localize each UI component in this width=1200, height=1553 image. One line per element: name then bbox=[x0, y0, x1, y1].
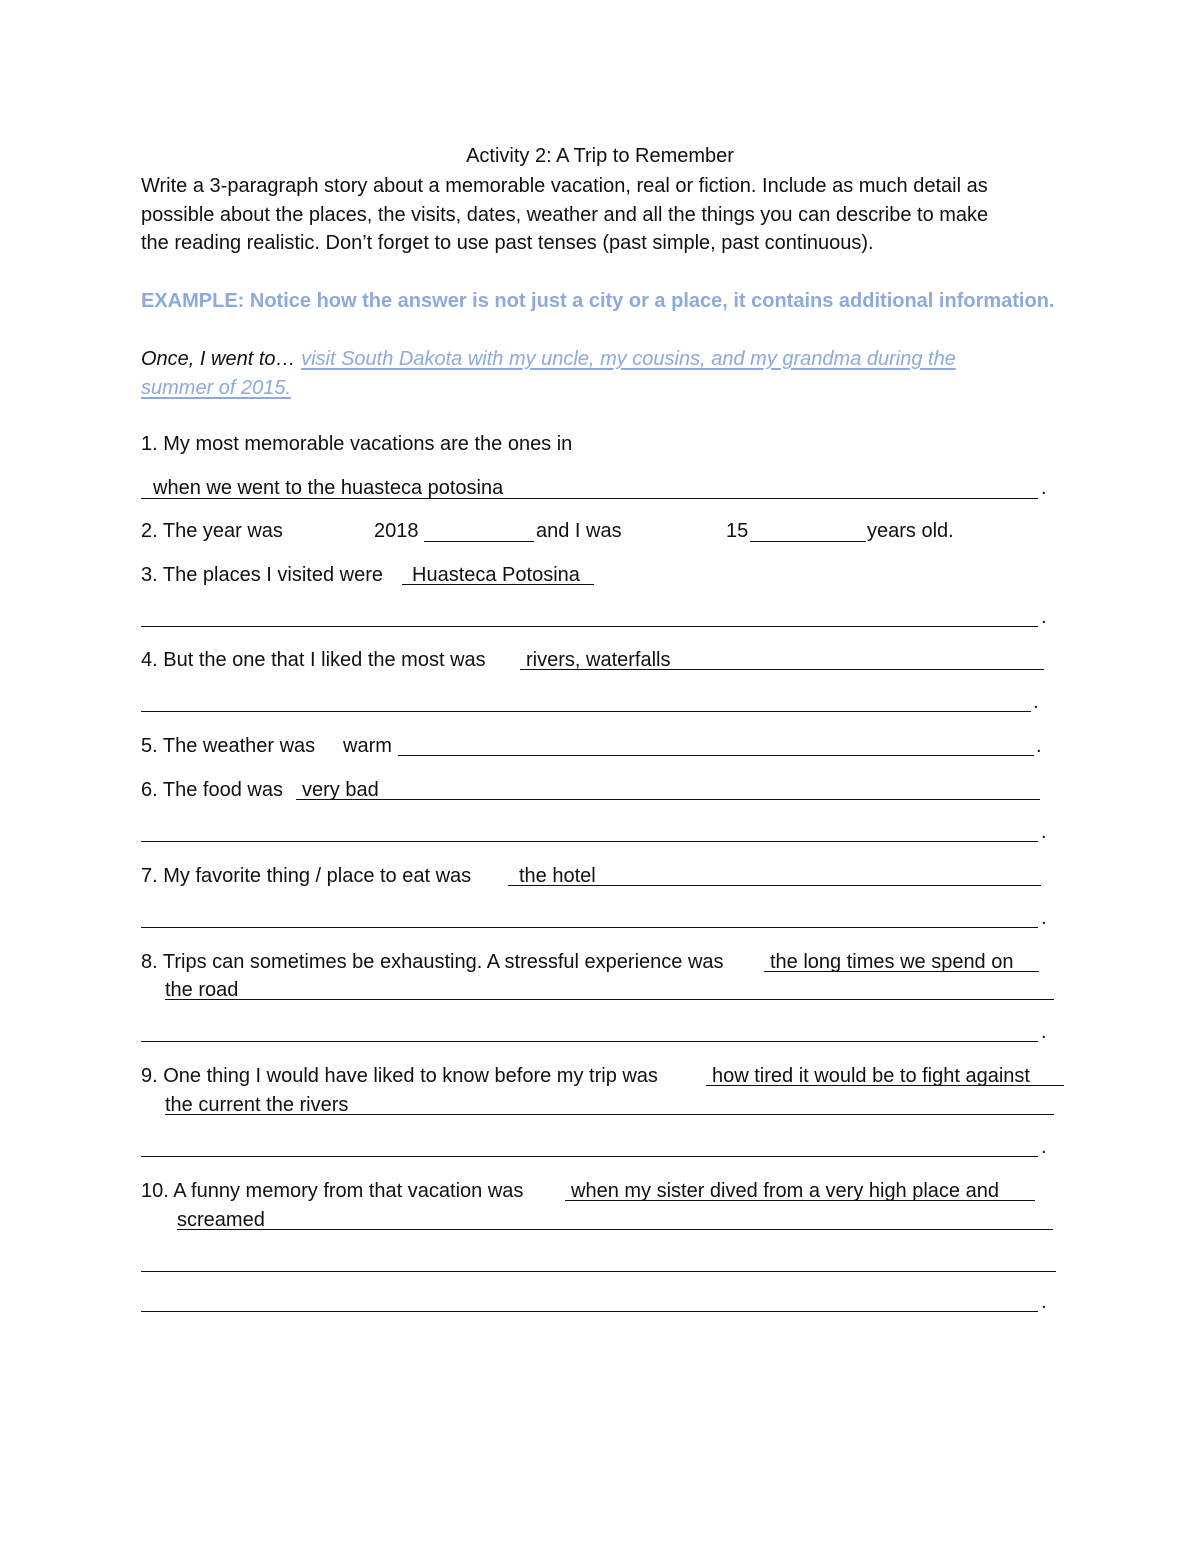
q3-answer-line bbox=[402, 584, 594, 585]
q6-period: . bbox=[1041, 821, 1047, 843]
q5-answer[interactable]: warm bbox=[343, 735, 392, 757]
q3-prompt: 3. The places I visited were bbox=[141, 564, 383, 586]
q4-period: . bbox=[1033, 691, 1039, 713]
q8-answer-line-1[interactable]: the long times we spend on bbox=[770, 951, 1014, 973]
q9-prompt: 9. One thing I would have liked to know before my trip was bbox=[141, 1065, 658, 1087]
example-answer-line-2: summer of 2015. bbox=[141, 377, 292, 399]
example-sentence bbox=[141, 347, 956, 371]
q7-answer-line bbox=[508, 885, 1041, 886]
q1-period: . bbox=[1041, 477, 1047, 499]
q2-year-answer[interactable]: 2018 bbox=[374, 520, 419, 542]
q3-period: . bbox=[1041, 606, 1047, 628]
q10-answer-line-2[interactable]: screamed bbox=[177, 1209, 265, 1231]
q3-answer[interactable]: Huasteca Potosina bbox=[412, 564, 580, 586]
q10-answer-underline-2 bbox=[177, 1229, 1053, 1230]
q2-prompt: 2. The year was bbox=[141, 520, 283, 542]
q9-answer-underline-1 bbox=[706, 1085, 1064, 1086]
q2-end-text: years old. bbox=[867, 520, 954, 542]
q5-answer-line bbox=[398, 755, 1034, 756]
q4-answer[interactable]: rivers, waterfalls bbox=[526, 649, 671, 671]
q3-extra-line bbox=[141, 626, 1038, 627]
q5-prompt: 5. The weather was bbox=[141, 735, 316, 757]
q4-answer-line bbox=[520, 669, 1044, 670]
q2-year-line bbox=[424, 541, 534, 542]
q9-extra-line bbox=[141, 1156, 1038, 1157]
q7-answer[interactable]: the hotel bbox=[519, 865, 596, 887]
q2-age-answer[interactable]: 15 bbox=[726, 520, 749, 542]
example-answer-line-1: visit South Dakota with my uncle, my cousins, and my grandma during the bbox=[301, 348, 956, 370]
q10-period: . bbox=[1041, 1291, 1047, 1313]
q9-answer-underline-2 bbox=[165, 1114, 1054, 1115]
q8-answer-underline-2 bbox=[165, 999, 1054, 1000]
q7-extra-line bbox=[141, 927, 1038, 928]
instructions-line-3: the reading realistic. Don’t forget to use past tenses (past simple, past continuous). bbox=[141, 232, 874, 254]
q8-answer-underline-1 bbox=[764, 971, 1039, 972]
q6-answer[interactable]: very bad bbox=[302, 779, 379, 801]
page-title: Activity 2: A Trip to Remember bbox=[466, 145, 734, 167]
q1-answer[interactable]: when we went to the huasteca potosina bbox=[153, 477, 504, 499]
q9-answer-line-2[interactable]: the current the rivers bbox=[165, 1094, 349, 1116]
q6-prompt: 6. The food was bbox=[141, 779, 283, 801]
q4-prompt: 4. But the one that I liked the most was bbox=[141, 649, 486, 671]
q7-prompt: 7. My favorite thing / place to eat was bbox=[141, 865, 472, 887]
q10-answer-underline-1 bbox=[565, 1200, 1035, 1201]
example-lead: Once, I went to… bbox=[141, 348, 296, 370]
q10-answer-line-1[interactable]: when my sister dived from a very high place and bbox=[571, 1180, 999, 1202]
q6-answer-line bbox=[296, 799, 1040, 800]
q4-extra-line bbox=[141, 711, 1031, 712]
q2-age-line bbox=[750, 541, 866, 542]
q5-period: . bbox=[1036, 735, 1042, 757]
q8-extra-line bbox=[141, 1041, 1038, 1042]
q7-period: . bbox=[1041, 907, 1047, 929]
q8-prompt: 8. Trips can sometimes be exhausting. A stressful experience was bbox=[141, 951, 724, 973]
q6-extra-line bbox=[141, 841, 1038, 842]
q10-extra-line-2 bbox=[141, 1311, 1038, 1312]
q1-answer-line bbox=[141, 498, 1038, 499]
q1-prompt: 1. My most memorable vacations are the ones in bbox=[141, 433, 573, 455]
q9-answer-line-1[interactable]: how tired it would be to fight against bbox=[712, 1065, 1030, 1087]
example-sentence-cont bbox=[141, 376, 291, 400]
q2-mid-text: and I was bbox=[536, 520, 622, 542]
q10-extra-line-1 bbox=[141, 1271, 1056, 1272]
example-note: EXAMPLE: Notice how the answer is not just a city or a place, it contains additional information. bbox=[141, 290, 1055, 312]
q8-answer-line-2[interactable]: the road bbox=[165, 979, 239, 1001]
q9-period: . bbox=[1041, 1136, 1047, 1158]
q8-period: . bbox=[1041, 1021, 1047, 1043]
instructions-line-1: Write a 3-paragraph story about a memorable vacation, real or fiction. Include as much detail as bbox=[141, 175, 988, 197]
q10-prompt: 10. A funny memory from that vacation was bbox=[141, 1180, 524, 1202]
instructions-line-2: possible about the places, the visits, dates, weather and all the things you can describe to make bbox=[141, 204, 989, 226]
